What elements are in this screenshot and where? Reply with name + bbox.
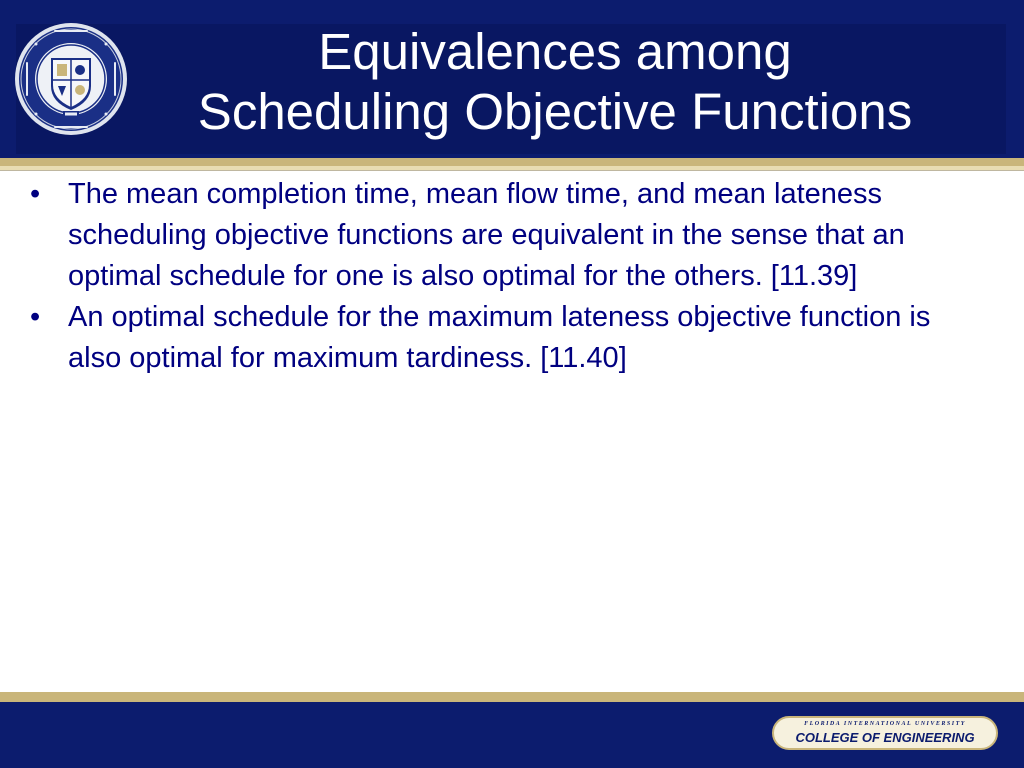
bullet-marker: • <box>30 301 41 333</box>
bullet-list <box>30 174 990 379</box>
header-gold-stripe <box>0 158 1024 166</box>
badge-university-text: FLORIDA INTERNATIONAL UNIVERSITY <box>804 721 966 727</box>
title-line-1: Equivalences among <box>318 23 792 80</box>
list-item <box>30 174 990 297</box>
bullet-marker: • <box>30 178 41 210</box>
footer-gold-stripe <box>0 692 1024 702</box>
bullet-text: The mean completion time, mean flow time, and mean lateness scheduling objective functions are equivalent in the sense that an optimal schedule for one is also optimal for the others. [11.39] <box>68 178 905 292</box>
page-title <box>140 22 970 142</box>
title-line-2: Scheduling Objective Functions <box>197 83 913 140</box>
bullet-text: An optimal schedule for the maximum lateness objective function is also optimal for maximum tardiness. [11.40] <box>68 301 931 374</box>
college-badge <box>772 716 998 750</box>
list-item <box>30 297 990 379</box>
badge-college-text: COLLEGE OF ENGINEERING <box>795 730 975 745</box>
header-divider <box>0 170 1024 171</box>
university-seal-icon <box>14 22 128 136</box>
